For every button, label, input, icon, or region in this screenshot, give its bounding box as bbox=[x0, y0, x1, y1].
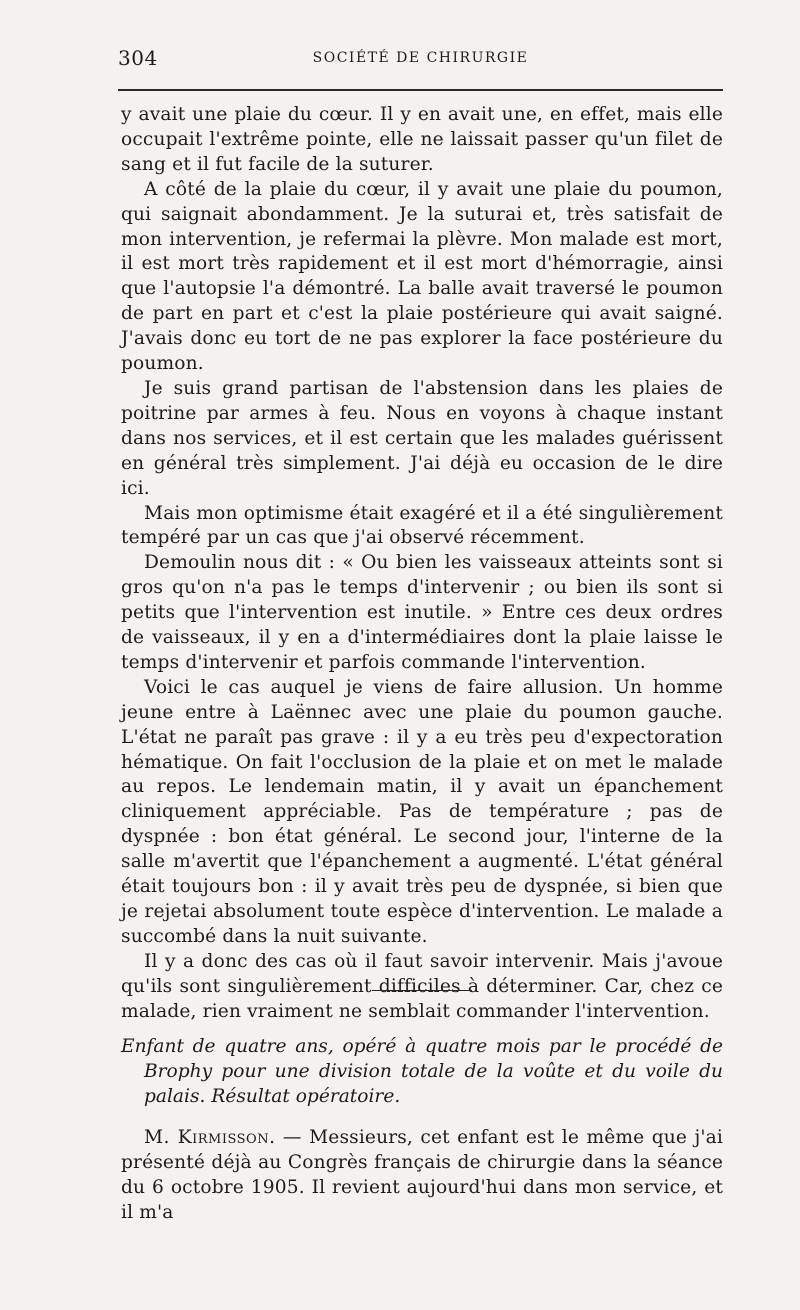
body-text bbox=[121, 103, 723, 1025]
paragraph-4: Mais mon optimisme était exagéré et il a été singulièrement tempéré par un cas que j'ai observé récemment. bbox=[121, 502, 723, 549]
section-heading: Enfant de quatre ans, opéré à quatre mois par le procédé de Brophy pour une division totale de la voûte et du voile du palais. Résultat opératoire. bbox=[121, 1036, 723, 1107]
paragraph-3: Je suis grand partisan de l'abstension dans les plaies de poitrine par armes à feu. Nous en voyons à chaque instant dans nos services, et il est certain que les malades guérissent en général très simplement. J'ai déjà eu occasion de le dire ici. bbox=[121, 377, 723, 499]
page-number: 304 bbox=[118, 46, 158, 70]
paragraph-5: Demoulin nous dit : « Ou bien les vaisseaux atteints sont si gros qu'on n'a pas le temps d'intervenir ; ou bien ils sont si petits que l'intervention est inutile. » Entre ces deux ordres de vaisseaux, il y en a d'intermédiaires dont la plaie laisse le temps d'intervenir et parfois commande l'intervention. bbox=[121, 552, 723, 673]
paragraph-1: y avait une plaie du cœur. Il y en avait une, en effet, mais elle occupait l'extrême pointe, elle ne laissait passer qu'un filet de sang et il fut facile de la suturer. bbox=[121, 104, 723, 175]
running-title: SOCIÉTÉ DE CHIRURGIE bbox=[312, 50, 529, 66]
speaker-name: M. Kirmisson. bbox=[144, 1127, 276, 1148]
running-head bbox=[118, 46, 723, 76]
section-text: — Messieurs, cet enfant est le même que j'ai présenté déjà au Congrès français de chirurgie dans la séance du 6 octobre 1905. Il revient aujourd'hui dans mon service, et il m'a bbox=[121, 1127, 723, 1223]
header-rule bbox=[118, 89, 723, 91]
paragraph-7: Il y a donc des cas où il faut savoir intervenir. Mais j'avoue qu'ils sont singulièrement difficiles à déterminer. Car, chez ce malade, rien vraiment ne semblait commander l'intervention. bbox=[121, 950, 723, 1022]
section-divider bbox=[372, 990, 472, 991]
paragraph-6: Voici le cas auquel je viens de faire allusion. Un homme jeune entre à Laënnec avec une plaie du poumon gauche. L'état ne paraît pas grave : il y a eu très peu d'expectoration hématique. On fait l'occlusion de la plaie et on met le malade au repos. Le lendemain matin, il y avait un épanchement cliniquement appréciable. Pas de température ; pas de dyspnée : bon état général. Le second jour, l'interne de la salle m'avertit que l'épanchement a augmenté. L'état général était toujours bon : il y avait très peu de dyspnée, si bien que je rejetai absolument toute espèce d'intervention. Le malade a succombé dans la nuit suivante. bbox=[121, 676, 723, 947]
paragraph-2: A côté de la plaie du cœur, il y avait une plaie du poumon, qui saignait abondamment. Je la suturai et, très satisfait de mon intervention, je refermai la plèvre. Mon malade est mort, il est mort très rapidement et il est mort d'hémorragie, ainsi que l'autopsie l'a démontré. La balle avait traversé le poumon de part en part et c'est la plaie postérieure qui avait saigné. J'avais donc eu tort de ne pas explorer la face postérieure du poumon. bbox=[121, 178, 723, 375]
section-paragraph bbox=[121, 1126, 723, 1226]
